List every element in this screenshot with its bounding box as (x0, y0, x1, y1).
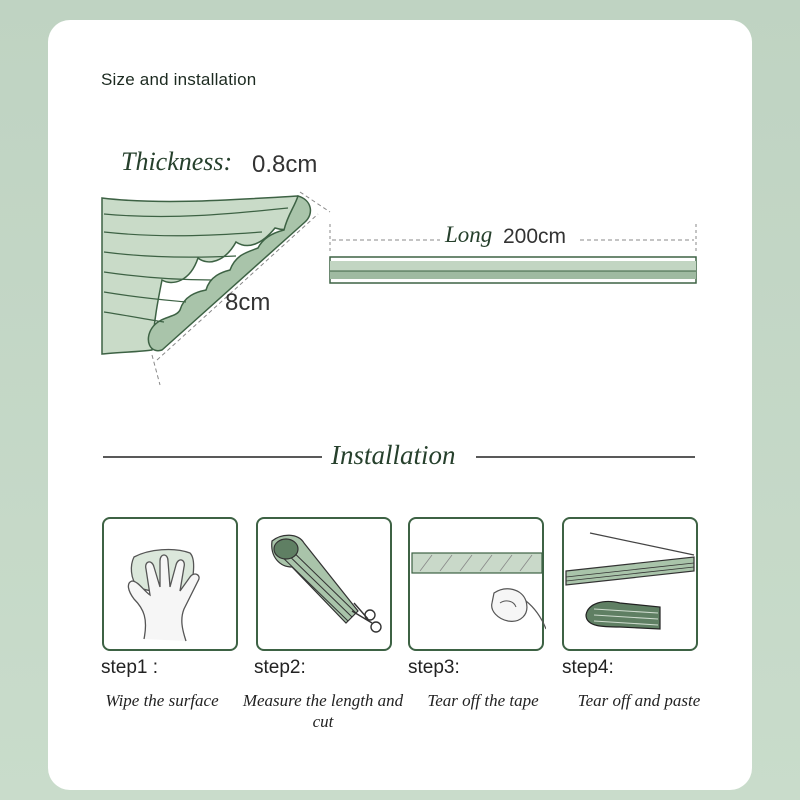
step2-number: step2: (254, 657, 306, 678)
step2-image (256, 517, 392, 651)
peel-tape-icon (410, 519, 546, 653)
step3-image (408, 517, 544, 651)
tape-roll-scissors-icon (258, 519, 394, 653)
step1-image (102, 517, 238, 651)
length-label: Long (445, 222, 493, 247)
thickness-label: Thickness: (121, 147, 233, 176)
section-title: Size and installation (101, 70, 257, 89)
step4-number: step4: (562, 657, 614, 678)
length-value: 200cm (503, 225, 567, 248)
step2-description: Measure the length and cut (242, 691, 404, 731)
installation-title: Installation (331, 440, 456, 470)
hand-wiping-icon (104, 519, 240, 653)
paste-strip-icon (564, 519, 700, 653)
thickness-value: 0.8cm (252, 151, 318, 178)
strip-cross-section-icon (102, 192, 330, 385)
step1-number: step1 : (101, 657, 159, 678)
step4-image (562, 517, 698, 651)
step3-number: step3: (408, 657, 460, 678)
step1-description: Wipe the surface (105, 691, 219, 710)
step4-description: Tear off and paste (577, 691, 701, 710)
width-value: 8cm (225, 289, 271, 316)
step3-description: Tear off the tape (427, 691, 539, 710)
